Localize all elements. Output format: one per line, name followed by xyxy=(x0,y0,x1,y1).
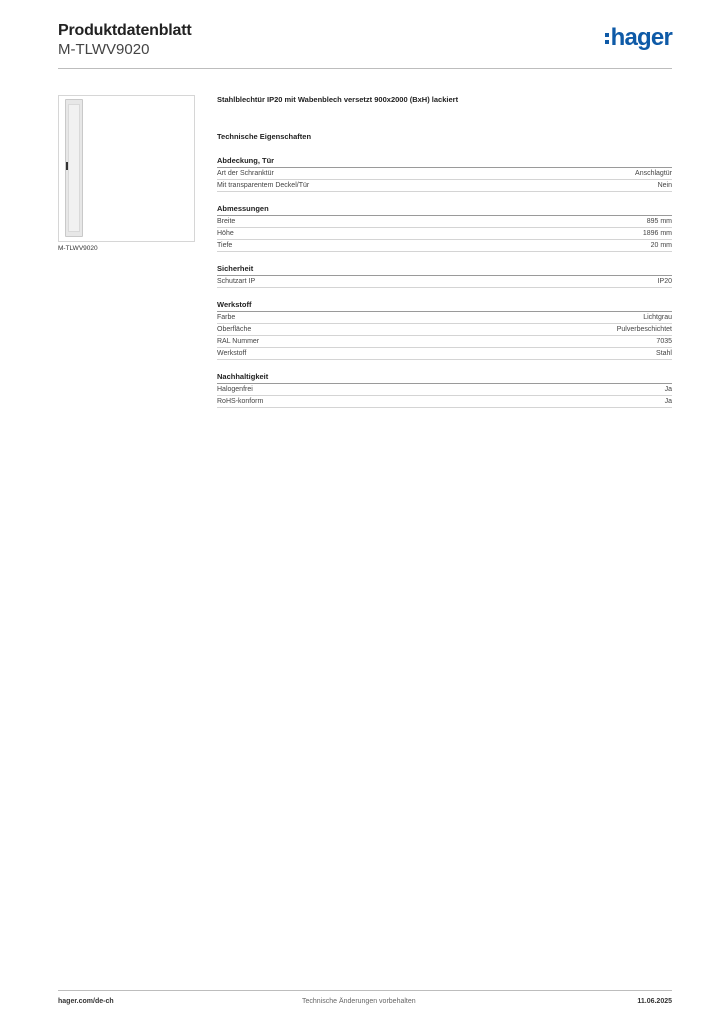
spec-row xyxy=(217,348,672,360)
spec-label: Halogenfrei xyxy=(217,386,253,393)
image-caption: M-TLWV9020 xyxy=(58,245,98,252)
spec-label: Höhe xyxy=(217,230,234,237)
product-code: M-TLWV9020 xyxy=(58,41,150,58)
product-image xyxy=(58,95,195,242)
section-title: Technische Eigenschaften xyxy=(217,132,312,141)
spec-label: Schutzart IP xyxy=(217,278,256,285)
spec-group-title: Nachhaltigkeit xyxy=(217,372,672,384)
spec-row xyxy=(217,396,672,408)
spec-value: Pulverbeschichtet xyxy=(616,326,672,333)
spec-row xyxy=(217,384,672,396)
product-description: Stahlblechtür IP20 mit Wabenblech versetzt 900x2000 (BxH) lackiert xyxy=(217,95,459,104)
spec-value: Ja xyxy=(664,398,672,405)
spec-label: Breite xyxy=(217,218,236,225)
spec-row xyxy=(217,336,672,348)
page-title: Produktdatenblatt xyxy=(58,22,192,39)
spec-label: Tiefe xyxy=(217,242,233,249)
spec-content xyxy=(217,95,672,408)
spec-label: RoHS-konform xyxy=(217,398,264,405)
spec-value: 20 mm xyxy=(650,242,672,249)
logo-text: hager xyxy=(610,24,672,51)
spec-group xyxy=(217,372,672,408)
spec-group-title: Werkstoff xyxy=(217,300,672,312)
door-handle-icon xyxy=(66,162,68,170)
spec-group xyxy=(217,204,672,252)
spec-row xyxy=(217,324,672,336)
spec-group-title: Abmessungen xyxy=(217,204,672,216)
page-footer xyxy=(58,998,672,1010)
logo-dots-icon xyxy=(605,31,609,45)
hager-logo[interactable] xyxy=(605,26,672,50)
spec-group-title: Abdeckung, Tür xyxy=(217,156,672,168)
footer-website-link[interactable]: hager.com/de-ch xyxy=(58,998,114,1005)
spec-value: Anschlagtür xyxy=(635,170,672,177)
spec-group xyxy=(217,264,672,288)
spec-group xyxy=(217,156,672,192)
spec-label: Art der Schranktür xyxy=(217,170,274,177)
spec-row xyxy=(217,216,672,228)
spec-value: Ja xyxy=(664,386,672,393)
spec-row xyxy=(217,312,672,324)
spec-value: Stahl xyxy=(656,350,672,357)
footer-notice: Technische Änderungen vorbehalten xyxy=(302,998,416,1005)
spec-row xyxy=(217,276,672,288)
spec-label: Oberfläche xyxy=(217,326,252,333)
door-illustration xyxy=(65,99,83,237)
spec-value: Lichtgrau xyxy=(643,314,672,321)
spec-value: 1896 mm xyxy=(642,230,672,237)
spec-value: 895 mm xyxy=(646,218,672,225)
spec-label: Mit transparentem Deckel/Tür xyxy=(217,182,310,189)
spec-row xyxy=(217,228,672,240)
door-panel xyxy=(68,104,80,232)
spec-value: 7035 xyxy=(656,338,672,345)
footer-divider xyxy=(58,990,672,991)
spec-group xyxy=(217,300,672,360)
spec-value: Nein xyxy=(657,182,672,189)
spec-label: Werkstoff xyxy=(217,350,247,357)
spec-value: IP20 xyxy=(657,278,672,285)
header-divider xyxy=(58,68,672,69)
spec-group-title: Sicherheit xyxy=(217,264,672,276)
spec-row xyxy=(217,240,672,252)
spec-groups xyxy=(217,156,672,408)
spec-label: Farbe xyxy=(217,314,236,321)
page-header xyxy=(58,20,672,70)
spec-label: RAL Nummer xyxy=(217,338,260,345)
spec-row xyxy=(217,180,672,192)
footer-date: 11.06.2025 xyxy=(637,998,672,1005)
spec-row xyxy=(217,168,672,180)
